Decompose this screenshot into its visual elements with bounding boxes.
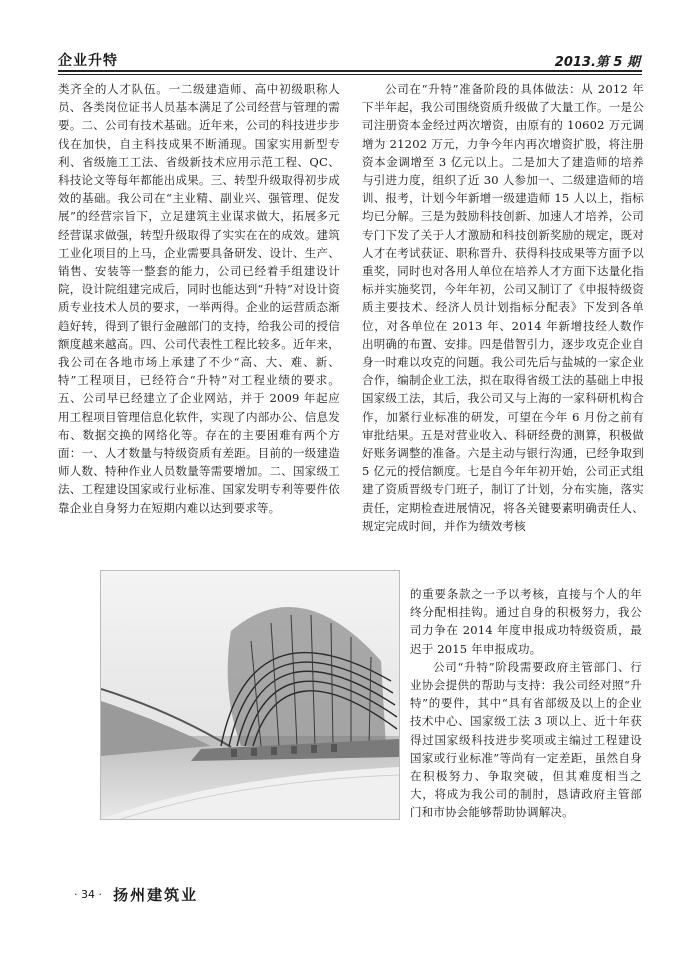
magazine-title: 扬州建筑业 <box>113 886 199 904</box>
right-paragraph-support: 公司“升特”阶段需要政府主管部门、行业协会提供的帮助与支持：我公司经对照“升特”的要件，其中“具有省部级及以上的企业技术中心、国家级工法 3 项以上、近十年获得过国家级科技进步奖项或主编过工程建设国家或行业标准”等尚有一定差距，虽然自身在积极努力、争取突破，但其难度相当之大，将成为我公司的制肘，恳请政府主管部门和市协会能够帮助协调解决。 <box>410 659 642 820</box>
left-paragraph: 类齐全的人才队伍。一二级建造师、高中初级职称人员、各类岗位证书人员基本满足了公司经营与管理的需要。二、公司有技术基础。近年来，公司的科技进步步伐在加快，自主科技成果不断涌现。国家实用新型专利、省级施工工法、省级新技术应用示范工程、QC、科技论文等每年都能出成果。三、转型升级取得初步成效的基础。我公司在“主业精、副业兴、强管理、促发展”的经营宗旨下，立足建筑主业谋求做大，拓展多元经营谋求做强，转型升级取得了实实在在的成效。建筑工业化项目的上马，企业需要具备研发、设计、生产、销售、安装等一整套的能力，公司已经着手组建设计院，设计院组建完成后，同时也能达到“升特”对设计资质专业技术人员的要求，一举两得。企业的运营质态渐趋好转，得到了银行金融部门的支持，给我公司的授信额度越来越高。四、公司代表性工程比较多。近年来，我公司在各地市场上承建了不少“高、大、难、新、特”工程项目，已经符合“升特”对工程业绩的要求。五、公司早已经建立了企业网站，并于 2009 年起应用工程项目管理信息化软件，实现了内部办公、信息发布、数据交换的网络化等。存在的主要困难有两个方面：一、人才数量与特级资质有差距。目前的一级建造师人数、特种作业人员数量等需要增加。二、国家级工法、工程建设国家或行业标准、国家发明专利等要件依靠企业自身努力在短期内难以达到要求等。 <box>58 82 340 515</box>
right-paragraph-continued: 的重要条款之一予以考核，直接与个人的年终分配相挂钩。通过自身的积极努力，我公司力争在 2014 年度申报成功特级资质，最迟于 2015 年申报成功。 <box>410 587 642 656</box>
header-rule-thick <box>58 70 642 72</box>
left-column <box>58 80 340 517</box>
issue-label: 2013.第 5 期 <box>554 55 640 70</box>
page-number: · 34 · <box>74 888 102 901</box>
header-rule-thin <box>58 74 642 75</box>
page-header <box>58 50 640 72</box>
page-footer <box>74 884 198 904</box>
right-paragraph: 公司在“升特”准备阶段的具体做法：从 2012 年下半年起，我公司围绕资质升级做了大量工作。一是公司注册资本金经过两次增资，由原有的 10602 万元调增为 21202 万元，力争今年内再次增资扩股，将注册资本金调增至 3 亿元以上。二是加大了建造师的培养与引进力度，组织了近 30 人参加一、二级建造师的培训、报考，计划今年新增一级建造师 15 人以上，指标均已分解。三是为鼓励科技创新、加速人才培养，公司专门下发了关于人才激励和科技创新奖励的规定，既对人才在考试获证、职称晋升、获得科技成果等方面予以重奖，同时也对各用人单位在培养人才方面下达量化指标并实施奖罚，今年年初，公司又制订了《申报特级资质主要技术、经济人员计划指标分配表》下发到各单位，对各单位在 2013 年、2014 年新增技经人数作出明确的布置、安排。四是借智引力，逐步攻克企业自身一时难以攻克的问题。我公司先后与盐城的一家企业合作，编制企业工法，拟在取得省级工法的基础上申报国家级工法，其后，我公司又与上海的一家科研机构合作，加紧行业标准的研发，可望在今年 6 月份之前有审批结果。五是对营业收入、科研经费的测算，积极做好账务调整的准备。六是主动与银行沟通，已经争取到 5 亿元的授信额度。七是自今年年初开始，公司正式组建了资质晋级专门班子，制订了计划，分布实施，落实责任，定期检查进展情况，将各关键要素明确责任人、规定完成时间，并作为绩效考核 <box>362 82 644 533</box>
right-column <box>362 80 644 535</box>
section-title: 企业升特 <box>58 53 118 69</box>
right-column-continued <box>410 585 642 822</box>
station-photo <box>100 570 400 820</box>
